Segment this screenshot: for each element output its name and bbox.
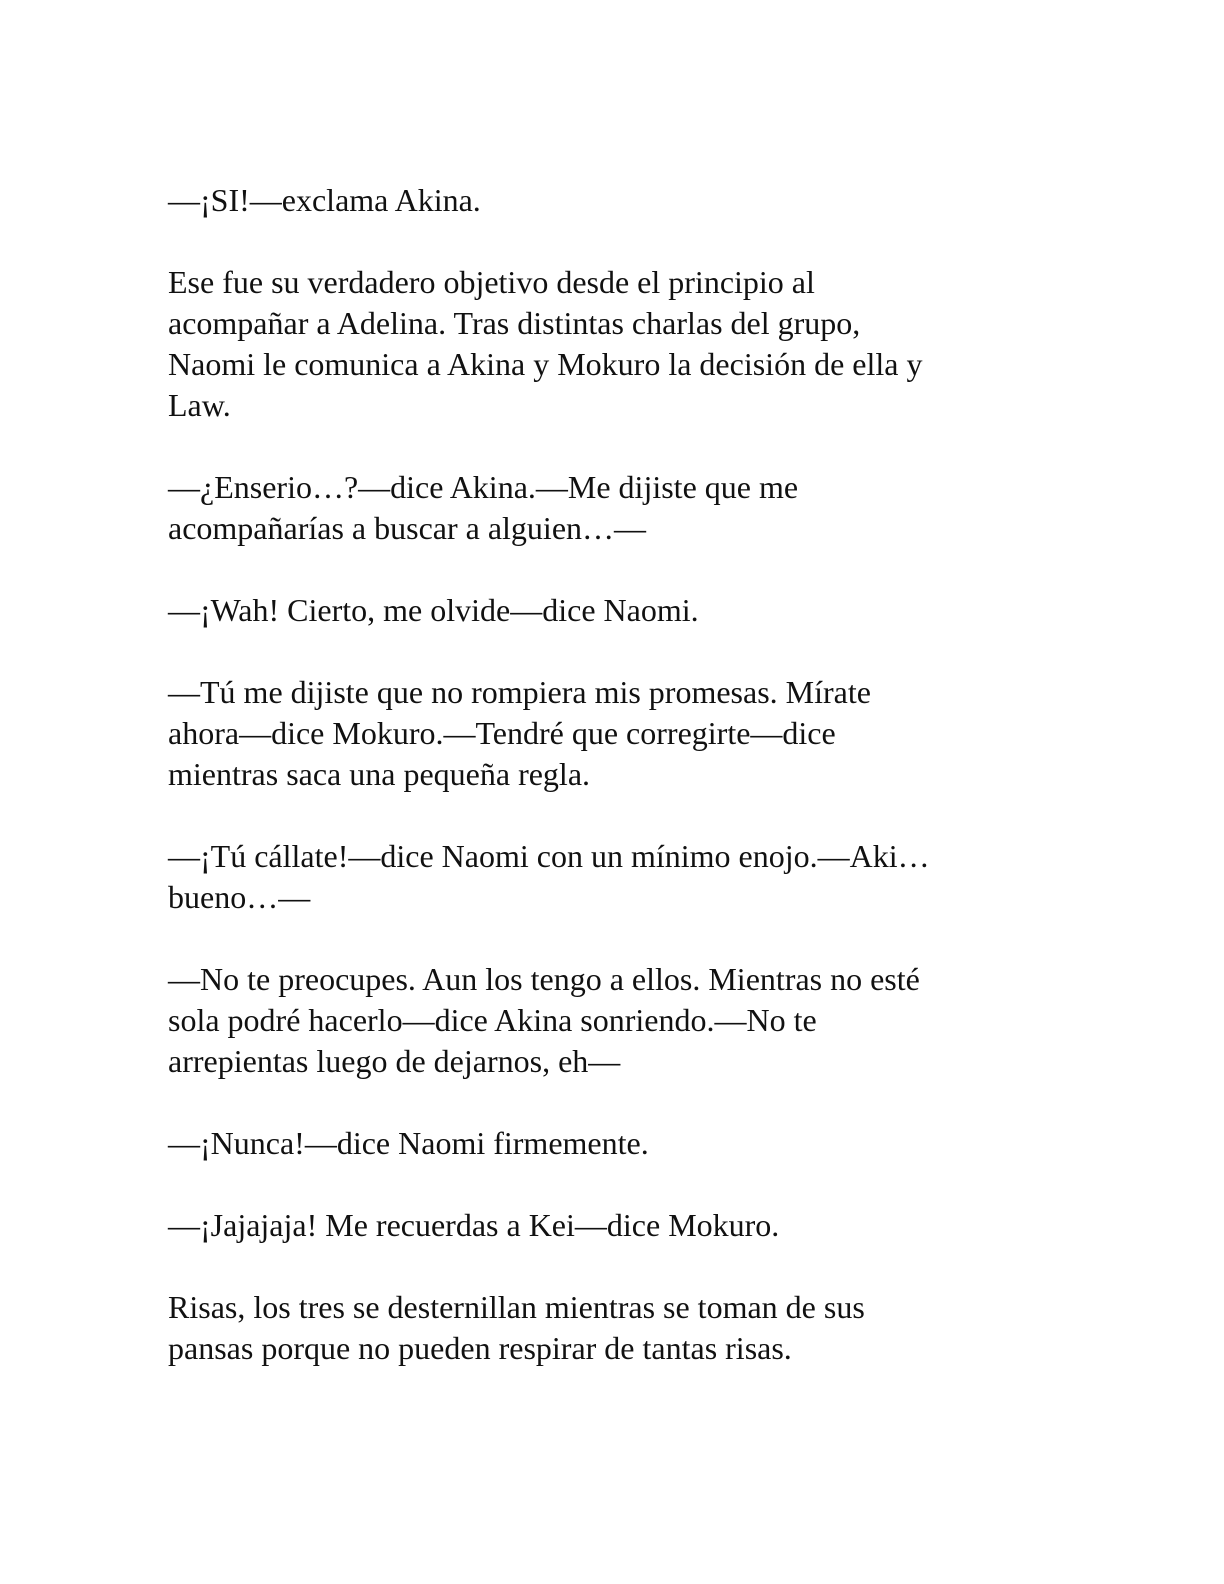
text-line: pansas porque no pueden respirar de tantas risas.: [168, 1330, 792, 1366]
text-line: bueno…—: [168, 879, 311, 915]
paragraph: [168, 672, 1038, 795]
text-line: —No te preocupes. Aun los tengo a ellos. Mientras no esté: [168, 961, 920, 997]
text-line: —¡Nunca!—dice Naomi firmemente.: [168, 1125, 649, 1161]
paragraph: [168, 262, 1038, 426]
text-line: Law.: [168, 387, 231, 423]
text-line: —Tú me dijiste que no rompiera mis promesas. Mírate: [168, 674, 871, 710]
text-line: Risas, los tres se desternillan mientras se toman de sus: [168, 1289, 865, 1325]
text-line: —¿Enserio…?—dice Akina.—Me dijiste que me: [168, 469, 799, 505]
paragraph: [168, 1205, 1038, 1246]
text-line: acompañar a Adelina. Tras distintas charlas del grupo,: [168, 305, 861, 341]
paragraph: [168, 467, 1038, 549]
text-line: ahora—dice Mokuro.—Tendré que corregirte—dice: [168, 715, 836, 751]
paragraph: [168, 590, 1038, 631]
paragraph: [168, 836, 1038, 918]
paragraph: [168, 180, 1038, 221]
document-body: [168, 180, 1038, 1410]
text-line: —¡Wah! Cierto, me olvide—dice Naomi.: [168, 592, 699, 628]
text-line: acompañarías a buscar a alguien…—: [168, 510, 647, 546]
text-line: —¡Tú cállate!—dice Naomi con un mínimo enojo.—Aki…: [168, 838, 930, 874]
text-line: mientras saca una pequeña regla.: [168, 756, 591, 792]
text-line: sola podré hacerlo—dice Akina sonriendo.—No te: [168, 1002, 817, 1038]
text-line: —¡Jajajaja! Me recuerdas a Kei—dice Mokuro.: [168, 1207, 780, 1243]
text-line: —¡SI!—exclama Akina.: [168, 182, 481, 218]
text-line: arrepientas luego de dejarnos, eh—: [168, 1043, 621, 1079]
paragraph: [168, 1123, 1038, 1164]
text-line: Naomi le comunica a Akina y Mokuro la decisión de ella y: [168, 346, 923, 382]
paragraph: [168, 959, 1038, 1082]
text-line: Ese fue su verdadero objetivo desde el principio al: [168, 264, 815, 300]
paragraph: [168, 1287, 1038, 1369]
